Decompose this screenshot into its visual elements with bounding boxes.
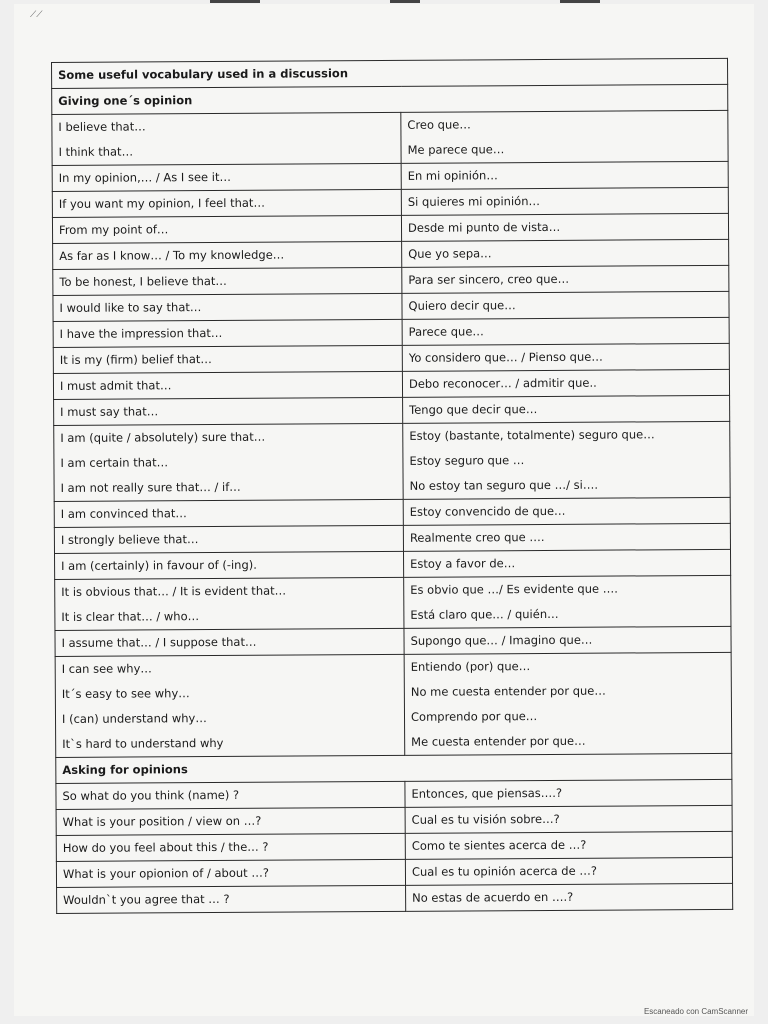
spanish-phrase-cell (404, 626, 731, 654)
english-phrase-cell (53, 371, 402, 399)
english-phrase-cell (53, 293, 402, 321)
spanish-phrase: No me cuesta entender por que… (410, 683, 606, 699)
spanish-phrase-cell (402, 265, 729, 293)
spanish-phrase-cell (403, 549, 730, 577)
spanish-phrase: Para ser sincero, creo que… (408, 271, 570, 287)
english-phrase: I think that… (58, 144, 134, 159)
spanish-phrase: Es obvio que …/ Es evidente que …. (410, 581, 618, 597)
english-phrase: I am convinced that… (60, 506, 187, 521)
spanish-phrase-cell (401, 110, 728, 163)
spanish-phrase: En mi opinión… (407, 168, 498, 183)
spanish-phrase: Entonces, que piensas….? (411, 785, 563, 801)
spanish-phrase-cell (403, 497, 730, 525)
scan-corner-mark: ⟋⟋ (30, 10, 43, 20)
spanish-phrase: Entiendo (por) que… (410, 659, 531, 674)
english-phrase: It is my (firm) belief that… (59, 352, 212, 367)
table-row (54, 395, 730, 425)
english-phrase-cell (52, 112, 401, 165)
english-phrase: I am (quite / absolutely) sure that… (60, 429, 266, 445)
table-row (55, 626, 731, 656)
table-row (53, 343, 729, 373)
english-phrase: If you want my opinion, I feel that… (58, 195, 265, 211)
spanish-phrase: Quiero decir que… (408, 298, 516, 313)
english-phrase: So what do you think (name) ? (62, 787, 240, 803)
table-row (55, 575, 731, 630)
spanish-phrase: Estoy seguro que … (409, 453, 525, 468)
table-row (55, 652, 732, 757)
english-phrase: In my opinion,… / As I see it… (58, 169, 231, 185)
english-phrase: I am certain that… (60, 455, 169, 470)
english-phrase: I believe that… (58, 119, 146, 134)
spanish-phrase-cell (401, 161, 728, 189)
english-phrase: Wouldn`t you agree that … ? (63, 891, 230, 907)
english-phrase-cell (53, 319, 402, 347)
spanish-phrase-cell (405, 779, 732, 807)
english-phrase: How do you feel about this / the… ? (62, 839, 269, 855)
english-phrase: It`s hard to understand why (62, 735, 224, 751)
spanish-phrase: Me cuesta entender por que… (411, 733, 586, 749)
english-phrase: It is obvious that… / It is evident that… (61, 583, 287, 599)
section-heading-text: Giving one´s opinion (58, 93, 193, 108)
spanish-phrase-cell (402, 291, 729, 319)
english-phrase: I must admit that… (59, 378, 172, 393)
english-phrase-cell (54, 525, 403, 553)
scan-edge-marks (0, 0, 768, 6)
spanish-phrase: Parece que… (408, 324, 484, 339)
spanish-phrase-cell (401, 213, 728, 241)
english-phrase-cell (56, 833, 405, 861)
english-phrase-cell (54, 423, 403, 501)
spanish-phrase: Como te sientes acerca de …? (411, 837, 587, 853)
english-phrase: I must say that… (60, 404, 159, 419)
table-row (55, 549, 731, 579)
table-row (56, 831, 732, 861)
english-phrase: What is your position / view on …? (62, 813, 262, 829)
english-phrase-cell (54, 397, 403, 425)
english-phrase-cell (55, 577, 404, 630)
spanish-phrase: Tengo que decir que… (409, 402, 538, 417)
table-row (52, 110, 728, 165)
spanish-phrase: Está claro que… / quién… (410, 606, 559, 622)
spanish-phrase: Desde mi punto de vista… (407, 219, 561, 235)
english-phrase-cell (53, 345, 402, 373)
spanish-phrase-cell (406, 883, 733, 911)
spanish-phrase-cell (401, 187, 728, 215)
spanish-phrase: Me parece que… (407, 142, 505, 157)
english-phrase-cell (55, 628, 404, 656)
spanish-phrase-cell (403, 421, 730, 499)
english-phrase: I can see why… (61, 661, 152, 676)
section-heading (56, 753, 732, 783)
spanish-phrase: No estas de acuerdo en ….? (412, 889, 574, 905)
spanish-phrase: Que yo sepa… (408, 246, 492, 261)
title-row (52, 58, 728, 88)
english-phrase-cell (52, 189, 401, 217)
spanish-phrase-cell (404, 652, 732, 755)
scanner-credit: Escaneado con CamScanner (643, 1007, 748, 1016)
english-phrase: To be honest, I believe that… (59, 273, 227, 289)
spanish-phrase: Estoy (bastante, totalmente) seguro que… (409, 427, 655, 443)
english-phrase-cell (56, 859, 405, 887)
english-phrase: I have the impression that… (59, 325, 223, 341)
spanish-phrase: Debo reconocer… / admitir que.. (408, 375, 597, 391)
english-phrase-cell (54, 499, 403, 527)
table-row (53, 317, 729, 347)
spanish-phrase: Estoy a favor de… (410, 556, 516, 571)
spanish-phrase-cell (405, 857, 732, 885)
spanish-phrase: Creo que… (407, 117, 471, 132)
english-phrase-cell (55, 551, 404, 579)
english-phrase: I assume that… / I suppose that… (61, 634, 257, 650)
english-phrase: It´s easy to see why… (61, 686, 190, 701)
spanish-phrase-cell (402, 343, 729, 371)
table-row (53, 265, 729, 295)
english-phrase-cell (53, 241, 402, 269)
table-row (52, 213, 728, 243)
table-row (54, 497, 730, 527)
table-title (52, 58, 728, 88)
english-phrase: From my point of… (58, 222, 169, 237)
english-phrase-cell (52, 163, 401, 191)
spanish-phrase: Si quieres mi opinión… (407, 194, 541, 209)
english-phrase-cell (55, 654, 405, 757)
spanish-phrase: No estoy tan seguro que …/ si…. (409, 477, 599, 493)
table-row (53, 291, 729, 321)
spanish-phrase-cell (403, 395, 730, 423)
spanish-phrase: Supongo que… / Imagino que… (410, 632, 593, 648)
section-heading-row (56, 753, 732, 783)
table-row (56, 857, 732, 887)
spanish-phrase: Realmente creo que …. (409, 529, 545, 545)
spanish-phrase: Cual es tu visión sobre…? (411, 811, 560, 827)
english-phrase-cell (56, 781, 405, 809)
section-heading-row (52, 84, 728, 114)
english-phrase: What is your opionion of / about …? (62, 865, 269, 881)
vocabulary-table (51, 58, 733, 914)
table-row (56, 779, 732, 809)
spanish-phrase-cell (403, 523, 730, 551)
table-row (54, 421, 730, 501)
table-row (54, 523, 730, 553)
spanish-phrase-cell (405, 831, 732, 859)
table-title-text: Some useful vocabulary used in a discussion (58, 66, 349, 82)
spanish-phrase: Estoy convencido de que… (409, 503, 566, 519)
english-phrase: I would like to say that… (59, 300, 202, 315)
spanish-phrase-cell (402, 369, 729, 397)
table-row (52, 161, 728, 191)
table-row (53, 369, 729, 399)
english-phrase-cell (57, 885, 406, 913)
spanish-phrase: Yo considero que… / Pienso que… (408, 349, 603, 365)
table-row (57, 883, 733, 913)
table-row (56, 805, 732, 835)
spanish-phrase-cell (402, 239, 729, 267)
section-heading (52, 84, 728, 114)
english-phrase-cell (56, 807, 405, 835)
spanish-phrase: Comprendo por que… (410, 709, 538, 724)
english-phrase: I strongly believe that… (60, 532, 199, 547)
spanish-phrase: Cual es tu opinión acerca de …? (411, 863, 597, 879)
english-phrase-cell (53, 267, 402, 295)
spanish-phrase-cell (402, 317, 729, 345)
english-phrase: I (can) understand why… (61, 711, 207, 726)
english-phrase: I am (certainly) in favour of (-ing). (61, 557, 257, 573)
english-phrase: As far as I know… / To my knowledge… (59, 247, 285, 263)
table-row (53, 239, 729, 269)
table-row (52, 187, 728, 217)
spanish-phrase-cell (404, 575, 731, 628)
section-heading-text: Asking for opinions (62, 762, 188, 777)
spanish-phrase-cell (405, 805, 732, 833)
english-phrase: I am not really sure that… / if… (60, 479, 241, 495)
english-phrase: It is clear that… / who… (61, 609, 200, 624)
english-phrase-cell (52, 215, 401, 243)
